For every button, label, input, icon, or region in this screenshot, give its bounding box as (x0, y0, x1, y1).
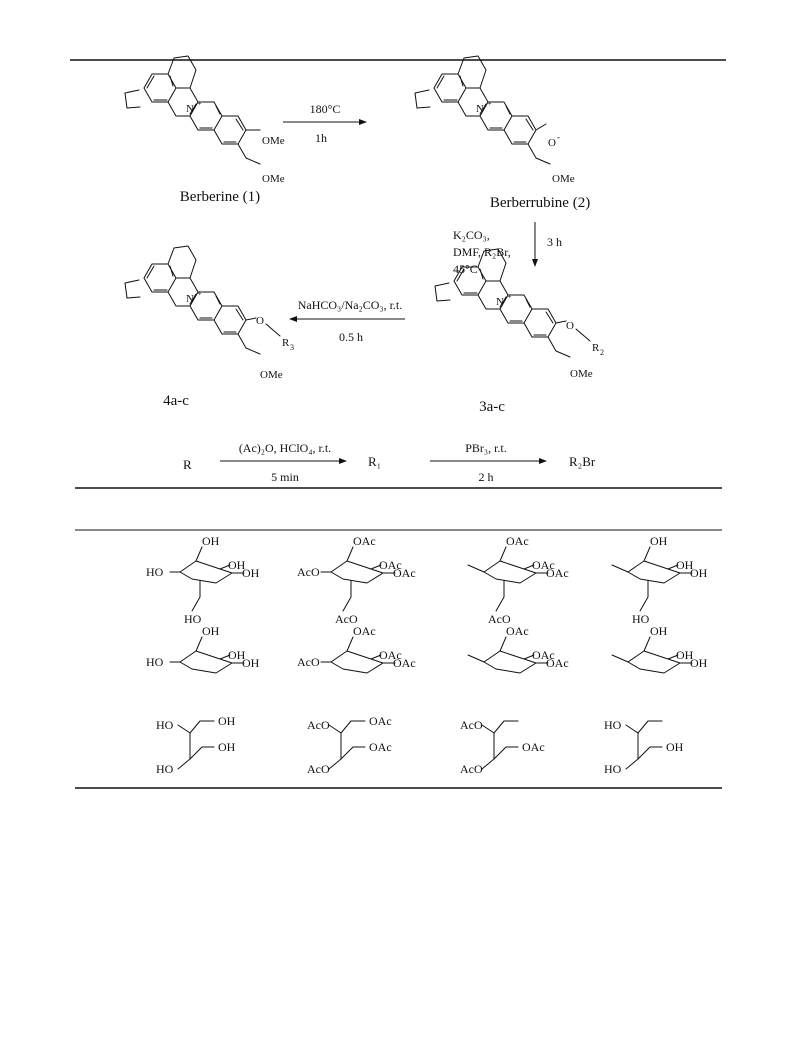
substituent-6: AcO (488, 612, 511, 626)
table-cell-r3-c2 (307, 714, 392, 776)
heating-condition: 180°C (309, 102, 341, 116)
deprotection-time: 0.5 h (339, 330, 363, 344)
substituent-6: AcO (335, 612, 358, 626)
substituent-d: OAc (522, 740, 545, 754)
berberine-name: Berberine (1) (179, 189, 261, 205)
substituent-4: OAc (393, 566, 416, 580)
substituent-2: OAc (353, 534, 376, 548)
substituent-6: HO (184, 612, 202, 626)
substituent-3: OAc (379, 648, 402, 662)
substituent-d: OH (666, 740, 684, 754)
substituent-b: OH (218, 714, 236, 728)
substituent-c: HO (604, 762, 622, 776)
substituent-c: AcO (307, 762, 330, 776)
substituent-2: OAc (506, 534, 529, 548)
acetylation-reagents: (Ac)₂O, HClO₄, r.t. (238, 441, 332, 455)
substituent-c: AcO (460, 762, 483, 776)
table-cell-r1-c4 (612, 534, 708, 626)
anomeric-substituent: HO (146, 655, 164, 669)
anomeric-substituent: AcO (297, 565, 320, 579)
substituent-4: OH (690, 566, 708, 580)
ether-oxygen-label: O (566, 320, 574, 332)
alkylation-reagent-2: DMF, R₂Br, (453, 245, 511, 259)
nitrogen-label: N (186, 293, 194, 305)
substituent-4: OH (242, 656, 260, 670)
substituent-2: OH (650, 534, 668, 548)
charge-label: + (197, 99, 202, 108)
substituent-d: OAc (369, 740, 392, 754)
substituent-4: OAc (546, 656, 569, 670)
berberine-structure (125, 56, 285, 185)
berberrubine-name: Berberrubine (2) (489, 195, 591, 211)
start-r-label: R (183, 457, 192, 472)
nitrogen-label: N (476, 103, 484, 115)
substituent-6: HO (632, 612, 650, 626)
ether-oxygen-label: O (256, 315, 264, 327)
substituent-3: OH (676, 558, 694, 572)
compound-4-name: 4a-c (163, 393, 189, 409)
ome-label: OMe (552, 173, 575, 185)
bromination-time: 2 h (478, 470, 494, 484)
r2br-label: R₂Br (569, 454, 596, 469)
substituent-a: AcO (307, 718, 330, 732)
charge-label: + (197, 289, 202, 298)
table-cell-r3-c4 (604, 718, 684, 776)
table-cell-r2-c3 (468, 624, 569, 673)
substituent-3: OH (228, 558, 246, 572)
alkylation-temperature: 45°C (453, 262, 478, 276)
nitrogen-label: N (496, 296, 504, 308)
substituent-3: OH (676, 648, 694, 662)
ome-label-1: OMe (262, 135, 285, 147)
berberrubine-structure (415, 56, 575, 185)
nitrogen-label: N (186, 103, 194, 115)
anomeric-substituent: HO (146, 565, 164, 579)
minus-label: - (557, 132, 560, 142)
substituent-3: OAc (532, 558, 555, 572)
substituent-4: OH (242, 566, 260, 580)
compound-4-structure (125, 246, 294, 381)
r1-label: R₁ (368, 454, 382, 469)
substituent-b: OAc (369, 714, 392, 728)
bromination-reagent: PBr₃, r.t. (465, 441, 507, 455)
substituent-4: OH (690, 656, 708, 670)
ome-label: OMe (260, 369, 283, 381)
substituent-2: OAc (353, 624, 376, 638)
heating-time: 1h (315, 131, 327, 145)
substituent-3: OAc (379, 558, 402, 572)
substituent-2: OH (202, 534, 220, 548)
substituent-2: OH (202, 624, 220, 638)
table-cell-r1-c3 (468, 534, 569, 626)
ome-label-2: OMe (262, 173, 285, 185)
substituent-2: OAc (506, 624, 529, 638)
r2-subscript: 2 (600, 348, 604, 357)
substituent-3: OH (228, 648, 246, 662)
r3-subscript: 3 (290, 343, 294, 352)
compound-3-name: 3a-c (479, 399, 505, 415)
r2-label: R (592, 342, 600, 354)
substituent-table (146, 534, 708, 776)
substituent-2: OH (650, 624, 668, 638)
alkylation-time: 3 h (547, 235, 562, 249)
ome-label: OMe (570, 368, 593, 380)
substituent-a: HO (156, 718, 174, 732)
substituent-a: HO (604, 718, 622, 732)
table-cell-r1-c1 (146, 534, 260, 626)
substituent-a: AcO (460, 718, 483, 732)
charge-label: + (507, 292, 512, 301)
substituent-4: OAc (393, 656, 416, 670)
deprotection-reagents: NaHCO₃/Na₂CO₃, r.t. (297, 298, 403, 312)
charge-label: + (487, 99, 492, 108)
oxide-label: O (548, 137, 556, 149)
substituent-c: HO (156, 762, 174, 776)
r3-label: R (282, 337, 290, 349)
table-cell-r3-c1 (156, 714, 236, 776)
substituent-4: OAc (546, 566, 569, 580)
table-cell-r3-c3 (460, 718, 545, 776)
substituent-3: OAc (532, 648, 555, 662)
acetylation-time: 5 min (271, 470, 299, 484)
alkylation-reagent-1: K₂CO₃, (453, 228, 490, 242)
table-cell-r2-c4 (612, 624, 708, 673)
table-cell-r2-c1 (146, 624, 260, 673)
table-cell-r1-c2 (297, 534, 416, 626)
table-cell-r2-c2 (297, 624, 416, 673)
substituent-d: OH (218, 740, 236, 754)
anomeric-substituent: AcO (297, 655, 320, 669)
